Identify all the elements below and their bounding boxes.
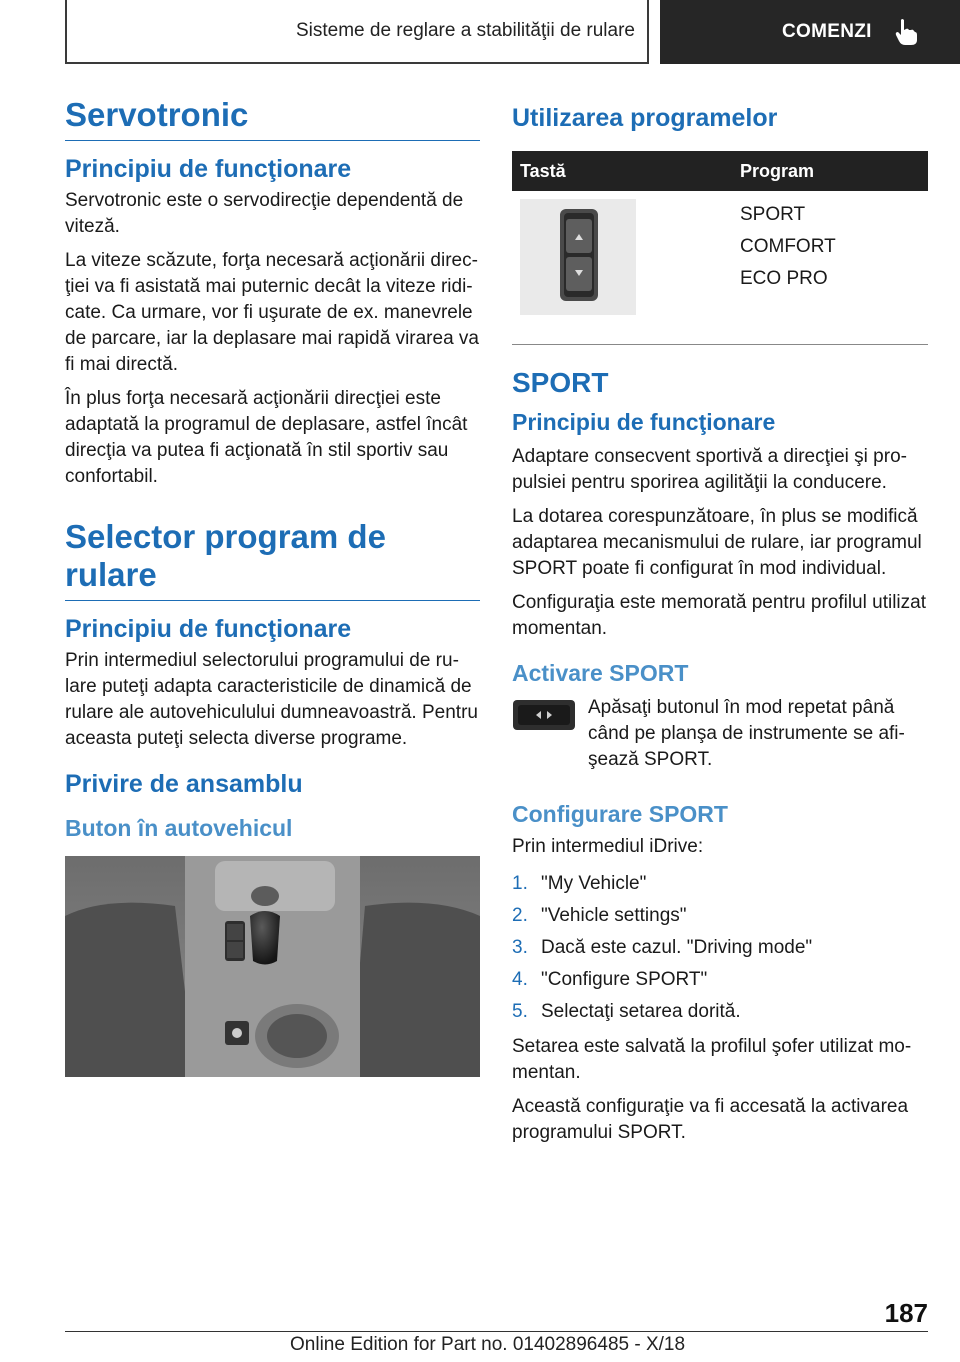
- edition-text: Online Edition for Part no. 01402896485 - X/18: [290, 1334, 686, 1355]
- pointing-hand-icon: [894, 18, 918, 46]
- sport-paragraph-1: Adaptare consecvent sportivă a direcţiei şi pro‐pulsiei pentru sporirea agilităţii la conducere.: [512, 446, 907, 493]
- programs-table: [512, 151, 928, 334]
- configure-steps: [512, 868, 928, 1028]
- section-title: Sisteme de reglare a stabilităţii de rulare: [295, 20, 635, 41]
- programs-heading: Utilizarea programelor: [512, 104, 778, 132]
- list-item: 1. "My Vehicle": [512, 873, 647, 894]
- table-row: [512, 191, 928, 334]
- list-item: 3. Dacă este cazul. "Driving mode": [512, 937, 813, 958]
- list-item: 4. "Configure SPORT": [512, 969, 708, 990]
- console-photo: [65, 856, 480, 1077]
- column-header-program: Program: [732, 151, 928, 191]
- left-column: [65, 96, 480, 1077]
- section-header: [65, 0, 649, 64]
- sport-paragraph-3: Configuraţia este memorată pentru profilul utilizat momentan.: [512, 592, 926, 639]
- programs-cell: [732, 191, 928, 334]
- overview-heading: Privire de ansamblu: [65, 769, 303, 798]
- footer-divider: [65, 1331, 928, 1332]
- servotronic-principle-heading: Principiu de funcţionare: [65, 154, 352, 183]
- program-switch-image: [520, 199, 636, 315]
- program-comfort: COMFORT: [740, 236, 836, 257]
- configure-sport-heading: Configurare SPORT: [512, 801, 728, 827]
- selector-paragraph: Prin intermediul selectorului programului de ru‐lare puteţi adapta caracteristicile de dinamică de rulare ale autovehiculului dumneavoastră. Pentru aceasta puteţi selecta diverse programe.: [65, 649, 478, 749]
- activate-sport-text: Apăsaţi butonul în mod repetat până când pe planşa de instrumente se afi‐şează SPORT.: [588, 697, 905, 770]
- table-divider: [512, 334, 928, 345]
- sport-title: SPORT: [512, 367, 609, 398]
- list-item: 5. Selectaţi setarea dorită.: [512, 1001, 741, 1022]
- program-eco-pro: ECO PRO: [740, 268, 828, 289]
- sport-principle-heading: Principiu de funcţionare: [512, 409, 776, 435]
- saved-profile-text: Setarea este salvată la profilul şofer utilizat mo‐mentan.: [512, 1036, 912, 1083]
- selector-title: Selector program de rulare: [65, 518, 480, 601]
- servotronic-title: Servotronic: [65, 96, 480, 141]
- sport-button-icon: [512, 699, 576, 731]
- right-column: [512, 96, 928, 1154]
- activate-sport-heading: Activare SPORT: [512, 660, 689, 686]
- column-header-key: Tastă: [512, 151, 732, 191]
- program-sport: SPORT: [740, 204, 806, 225]
- key-cell: [512, 191, 732, 334]
- chapter-tab[interactable]: [660, 0, 960, 64]
- selector-principle-heading: Principiu de funcţionare: [65, 614, 352, 643]
- list-item: 2. "Vehicle settings": [512, 905, 687, 926]
- configure-intro: Prin intermediul iDrive:: [512, 836, 704, 857]
- chapter-label: COMENZI: [782, 21, 872, 42]
- servotronic-paragraph-3: În plus forţa necesară acţionării direcţiei este adaptată la programul de deplasare, astfel încât direcţia va putea fi acţionată în stil sportiv sau confortabil.: [65, 387, 468, 487]
- activate-sport-block: [512, 695, 928, 773]
- page-number: 187: [884, 1298, 928, 1328]
- servotronic-paragraph-1: Servotronic este o servodirecţie dependentă de viteză.: [65, 189, 464, 237]
- servotronic-paragraph-2: La viteze scăzute, forţa necesară acţionării direc‐ţiei va fi asistată mai puternic decât la viteze ridi‐cate. Ca urmare, vor fi uşurate de ex. manevrele de parcare, iar la deplasare mai rapidă virarea va fi mai directă.: [65, 249, 479, 375]
- sport-paragraph-2: La dotarea corespunzătoare, în plus se modifică adaptarea mecanismului de rulare, iar programul SPORT poate fi configurat în mod individual.: [512, 506, 922, 579]
- activation-text: Această configuraţie va fi accesată la activarea programului SPORT.: [512, 1096, 909, 1143]
- button-heading: Buton în autovehicul: [65, 814, 293, 841]
